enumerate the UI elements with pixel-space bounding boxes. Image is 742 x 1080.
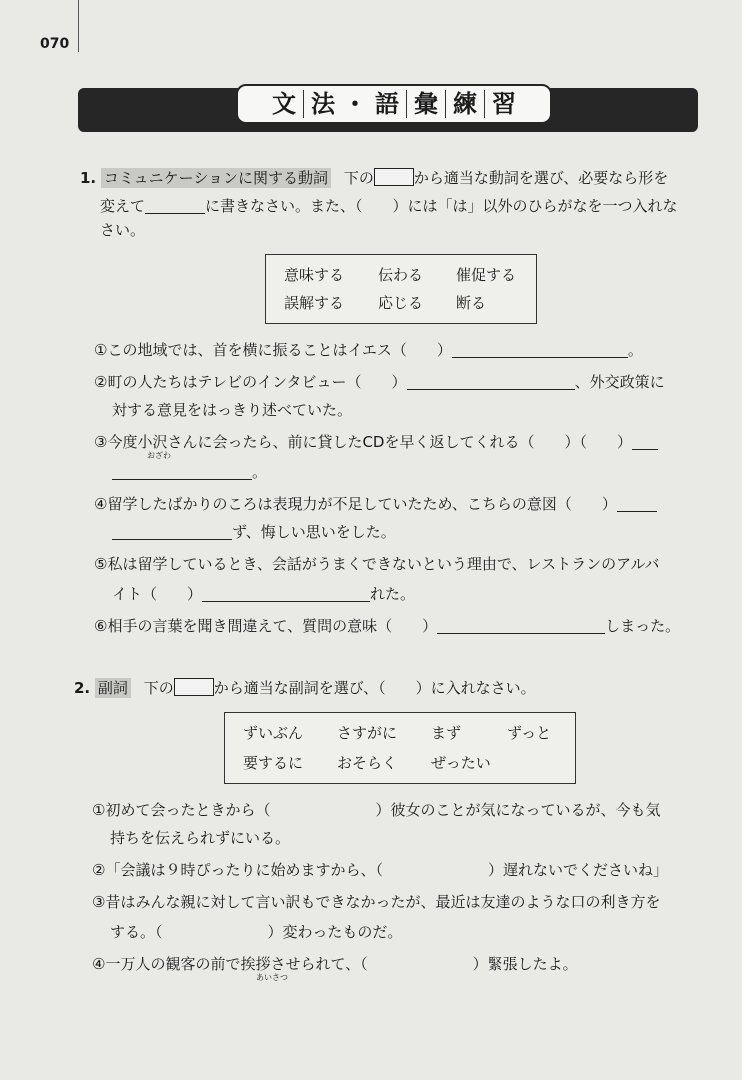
question-text: 。: [627, 341, 643, 359]
question-text: 私は留学しているとき、会話がうまくできないという理由で、レストランのアルバ: [107, 555, 660, 573]
answer-line: [145, 197, 205, 214]
page-number: 070: [40, 36, 70, 52]
section2-instruction: [74, 678, 536, 698]
question-text: この地域では、首を横に振ることはイエス（ ）: [107, 341, 452, 359]
question-number: ①: [94, 341, 108, 359]
question-number: ⑥: [94, 617, 108, 635]
section1-heading: コミュニケーションに関する動詞: [101, 168, 331, 188]
question-text: 。: [252, 463, 268, 481]
margin-rule: [78, 0, 79, 52]
instruction-text: に書きなさい。また、（ ）には「は」以外のひらがなを一つ入れな: [205, 197, 678, 215]
answer-line: [632, 433, 658, 450]
choice-item: 意味する: [284, 266, 345, 284]
question-text: しまった。: [605, 617, 681, 635]
question-text: 一万人の観客の前で挨拶させられて、（ ）緊張したよ。: [105, 955, 578, 973]
answer-line: [452, 341, 628, 358]
title-char: ・: [343, 90, 367, 118]
question-text: 初めて会ったときから（ ）彼女のことが気になっているが、今も気: [105, 801, 661, 819]
section2-heading: 副詞: [95, 678, 131, 698]
question-text: イト（ ）: [112, 585, 203, 603]
question-2-4: [92, 954, 578, 974]
question-1-6: [94, 616, 680, 636]
question-text: 留学したばかりのころは表現力が不足していたため、こちらの意図（ ）: [107, 495, 617, 513]
choice-item: ずっと: [507, 724, 552, 742]
answer-line: [437, 617, 605, 634]
question-text: 、外交政策に: [574, 373, 665, 391]
question-text: 相手の言葉を聞き間違えて、質問の意味（ ）: [107, 617, 438, 635]
choice-item: 催促する: [456, 266, 517, 284]
question-2-1: [92, 800, 660, 820]
question-number: ④: [92, 955, 106, 973]
choice-item: 誤解する: [284, 294, 345, 312]
question-2-2: [92, 860, 668, 880]
choice-item: 応じる: [378, 294, 424, 312]
furigana-ozawa: おざわ: [147, 451, 171, 460]
choice-item: 伝わる: [378, 266, 424, 284]
answer-line: [112, 463, 252, 480]
question-text: 昔はみんな親に対して言い訳もできなかったが、最近は友達のような口の利き方を: [105, 893, 661, 911]
choice-item: ぜったい: [431, 754, 491, 772]
answer-line: [112, 523, 232, 540]
title-char: 習: [492, 90, 516, 118]
question-number: ③: [94, 433, 108, 451]
title-char: 文: [265, 90, 304, 118]
question-number: ②: [92, 861, 106, 879]
question-text: ず、悔しい思いをした。: [232, 523, 396, 541]
title-char: 彙: [407, 90, 446, 118]
question-1-4-cont: [112, 522, 396, 542]
answer-line: [407, 373, 575, 390]
choice-item: ずいぶん: [243, 724, 304, 742]
instruction-text: 変えて: [100, 197, 146, 215]
title-char: 練: [446, 90, 485, 118]
question-number: ④: [94, 495, 108, 513]
question-text: 「会議は９時ぴったりに始めますから、（ ）遅れないでくださいね」: [105, 861, 668, 879]
question-1-5-cont: [112, 584, 415, 604]
instruction-text: 下の: [343, 169, 374, 187]
instruction-text: から適当な副詞を選び、（ ）に入れなさい。: [213, 679, 536, 697]
answer-line: [617, 495, 657, 512]
choice-item: まず: [431, 724, 462, 742]
section1-number: 1.: [80, 169, 97, 187]
section1-instruction: [80, 168, 668, 188]
question-text: れた。: [370, 585, 416, 603]
question-1-5: [94, 554, 659, 574]
choice-item: 要するに: [243, 754, 304, 772]
question-1-3: [94, 432, 658, 452]
question-1-1: [94, 340, 643, 360]
question-2-3: [92, 892, 660, 912]
choice-box-verbs: [265, 254, 537, 324]
blank-box: [174, 678, 214, 696]
choice-item: さすがに: [337, 724, 398, 742]
question-number: ①: [92, 801, 106, 819]
question-number: ⑤: [94, 555, 108, 573]
question-1-2: [94, 372, 665, 392]
question-2-3-cont: する。（ ）変わったものだ。: [110, 923, 403, 941]
instruction-text: 下の: [143, 679, 174, 697]
section1-instruction-line3: さい。: [100, 221, 146, 239]
question-1-4: [94, 494, 657, 514]
choice-item: おそらく: [337, 754, 398, 772]
instruction-text: から適当な動詞を選び、必要なら形を: [413, 169, 669, 187]
blank-box: [374, 168, 414, 186]
section2-number: 2.: [74, 679, 91, 697]
title-char: 法: [311, 90, 335, 118]
furigana-aisatsu: あいさつ: [256, 973, 288, 982]
question-text: 今度小沢さんに会ったら、前に貸したCDを早く返してくれる（ ）（ ）: [107, 433, 632, 451]
question-2-1-cont: 持ちを伝えられずにいる。: [110, 829, 291, 847]
choice-item: 断る: [456, 294, 487, 312]
question-1-2-cont: 対する意見をはっきり述べていた。: [112, 401, 353, 419]
choice-box-adverbs: [224, 712, 576, 784]
title-char: 語: [368, 90, 407, 118]
question-text: 町の人たちはテレビのインタビュー（ ）: [107, 373, 407, 391]
section1-instruction-line2: [100, 196, 678, 216]
section-title: [236, 84, 552, 124]
question-number: ③: [92, 893, 106, 911]
question-number: ②: [94, 373, 108, 391]
answer-line: [202, 585, 370, 602]
question-1-3-cont: [112, 462, 267, 482]
